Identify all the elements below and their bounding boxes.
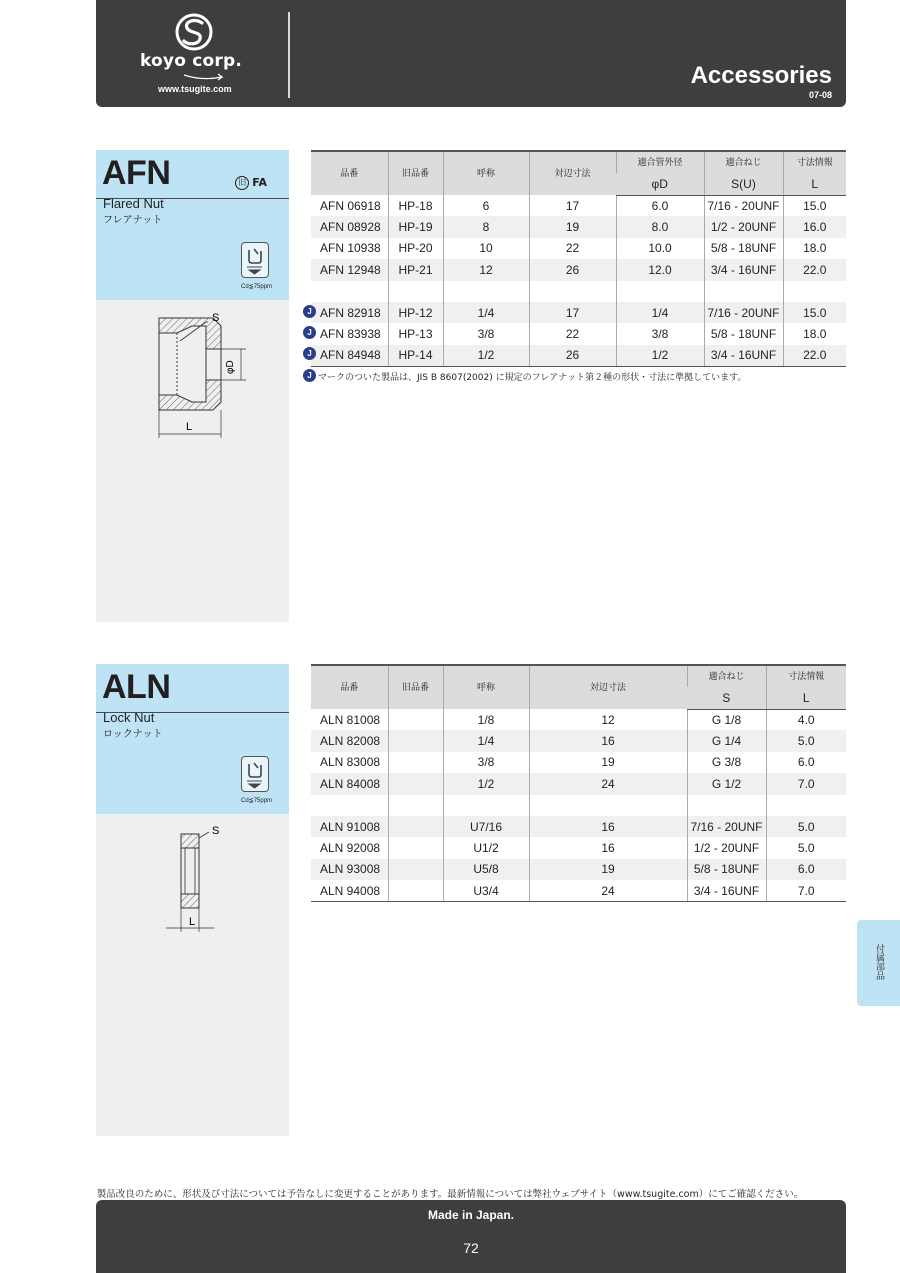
- table-cell: 1/2: [443, 345, 529, 366]
- table-cell: 10.0: [616, 238, 704, 259]
- made-in-japan: Made in Japan.: [427, 1208, 515, 1222]
- jis-mark-icon: J: [303, 305, 316, 318]
- table-cell: 1/2 - 20UNF: [704, 216, 783, 237]
- header-divider: [288, 12, 290, 98]
- table-row: [311, 238, 846, 259]
- old-mark-icon: 旧: [235, 176, 249, 190]
- table-cell: G 1/2: [687, 773, 766, 794]
- table-cell: 7/16 - 20UNF: [704, 302, 783, 323]
- dim-d-label: φD: [225, 360, 236, 374]
- table-cell: [529, 795, 687, 816]
- table-cell: [388, 709, 443, 730]
- table-cell: ALN 92008: [320, 841, 381, 856]
- table-cell: 18.0: [783, 238, 846, 259]
- table-cell: 1/4: [443, 730, 529, 751]
- table-cell: AFN 82918: [311, 302, 388, 323]
- dim-l-label: L: [186, 421, 193, 433]
- afn-col-thread: 適合ねじ: [704, 151, 783, 173]
- table-cell: 17: [529, 302, 616, 323]
- table-cell: G 1/8: [687, 709, 766, 730]
- table-cell: 6: [443, 195, 529, 216]
- table-cell: ALN 83008: [320, 755, 381, 770]
- page-number: 72: [463, 1240, 479, 1256]
- table-cell: [388, 281, 443, 302]
- table-row: [311, 752, 846, 773]
- table-cell: 24: [529, 880, 687, 901]
- table-cell: AFN 12948: [311, 259, 388, 280]
- table-cell: 10: [443, 238, 529, 259]
- table-cell: [704, 281, 783, 302]
- table-cell: 16.0: [783, 216, 846, 237]
- table-cell: 26: [529, 259, 616, 280]
- table-cell: 17: [529, 195, 616, 216]
- jis-mark-icon: J: [303, 369, 316, 382]
- afn-old-code: [235, 176, 267, 190]
- afn-col-part-no: 品番: [311, 151, 388, 195]
- table-row: [311, 880, 846, 901]
- table-cell: 22.0: [783, 345, 846, 366]
- table-cell: 7/16 - 20UNF: [687, 816, 766, 837]
- table-row: [311, 281, 846, 302]
- aln-spec-table: [311, 664, 846, 902]
- table-cell: HP-14: [388, 345, 443, 366]
- table-cell: [388, 752, 443, 773]
- cadmium-free-icon: [241, 756, 269, 792]
- afn-subcol-l: L: [783, 173, 846, 195]
- table-cell: 19: [529, 752, 687, 773]
- table-cell: [616, 281, 704, 302]
- table-cell: G 1/4: [687, 730, 766, 751]
- table-row: [311, 709, 846, 730]
- table-cell: HP-13: [388, 323, 443, 344]
- table-cell: 1/8: [443, 709, 529, 730]
- aln-col-nominal: 呼称: [443, 665, 529, 709]
- disclaimer-text: 製品改良のために、形状及び寸法については予告なしに変更することがあります。最新情報については弊社ウェブサイト（www.tsugite.com）にてご確認ください。: [96, 1189, 804, 1200]
- table-cell: 5.0: [766, 816, 846, 837]
- table-cell: ALN 82008: [311, 730, 388, 751]
- table-cell: [388, 859, 443, 880]
- table-cell: [311, 281, 388, 302]
- table-cell: U1/2: [443, 837, 529, 858]
- table-cell: G 3/8: [687, 752, 766, 773]
- afn-old-code-text: FA: [252, 176, 267, 189]
- table-cell: 16: [529, 816, 687, 837]
- afn-name-jp: フレアナット: [103, 215, 163, 226]
- table-cell: ALN 94008: [311, 880, 388, 901]
- table-cell: 1/4: [443, 302, 529, 323]
- aln-col-thread: 適合ねじ: [687, 665, 766, 687]
- table-cell: 3/4 - 16UNF: [687, 880, 766, 901]
- afn-spec-table: [311, 150, 846, 367]
- table-cell: AFN 83938: [320, 327, 381, 342]
- table-cell: 6.0: [766, 752, 846, 773]
- page-header: [96, 0, 846, 107]
- dim-l-label: L: [189, 916, 196, 928]
- table-cell: 26: [529, 345, 616, 366]
- table-cell: 15.0: [783, 302, 846, 323]
- table-cell: 1/4: [616, 302, 704, 323]
- afn-dimension-drawing: [96, 310, 289, 610]
- section-side-tab[interactable]: [857, 920, 900, 1006]
- table-cell: 1/2: [443, 773, 529, 794]
- table-cell: AFN 06918: [320, 198, 381, 213]
- cadmium-free-icon: [241, 242, 269, 278]
- cadmium-spec: Cd≦75ppm: [241, 284, 273, 290]
- company-name: koyo corp.: [140, 51, 242, 71]
- table-cell: 15.0: [783, 195, 846, 216]
- afn-col-tube-od: 適合管外径: [616, 151, 704, 173]
- table-row: [311, 345, 846, 366]
- aln-subcol-s: S: [687, 687, 766, 709]
- table-cell: [311, 795, 388, 816]
- table-row: [311, 302, 846, 323]
- table-cell: 12: [529, 709, 687, 730]
- table-cell: 3/8: [616, 323, 704, 344]
- dim-s-label: S: [212, 825, 220, 837]
- table-row: [311, 730, 846, 751]
- table-cell: [388, 730, 443, 751]
- table-cell: ALN 81008: [320, 712, 381, 727]
- table-cell: 12.0: [616, 259, 704, 280]
- table-cell: 6.0: [766, 859, 846, 880]
- side-tab-label: 付属部品: [874, 944, 884, 980]
- afn-subcol-d: φD: [616, 173, 704, 195]
- table-row: [311, 216, 846, 237]
- table-cell: 8: [443, 216, 529, 237]
- table-cell: 16: [529, 837, 687, 858]
- afn-col-width-across-flats: 対辺寸法: [529, 151, 616, 195]
- table-cell: 5.0: [766, 730, 846, 751]
- table-cell: U3/4: [443, 880, 529, 901]
- table-cell: [443, 795, 529, 816]
- table-cell: 7/16 - 20UNF: [704, 195, 783, 216]
- aln-col-dimension: 寸法情報: [766, 665, 846, 687]
- dim-s-label: S: [212, 312, 220, 324]
- jis-mark-icon: J: [303, 326, 316, 339]
- table-cell: 24: [529, 773, 687, 794]
- table-cell: 3/8: [443, 752, 529, 773]
- aln-product-panel: [96, 664, 289, 1136]
- table-cell: HP-21: [388, 259, 443, 280]
- aln-model-name: ALN: [102, 668, 171, 706]
- table-cell: 3/4 - 16UNF: [704, 345, 783, 366]
- table-cell: ALN 93008: [311, 859, 388, 880]
- table-cell: 1/2 - 20UNF: [687, 837, 766, 858]
- table-cell: HP-12: [388, 302, 443, 323]
- table-cell: [783, 281, 846, 302]
- logo-arrow-icon: [182, 73, 226, 81]
- afn-title-block: [96, 150, 289, 300]
- table-cell: 8.0: [616, 216, 704, 237]
- aln-col-width-across-flats: 対辺寸法: [529, 665, 687, 709]
- table-cell: 19: [529, 216, 616, 237]
- table-cell: 19: [529, 859, 687, 880]
- table-cell: HP-19: [388, 216, 443, 237]
- table-cell: [388, 816, 443, 837]
- koyo-logo-icon: [172, 12, 216, 52]
- aln-dimension-drawing: [96, 824, 289, 1124]
- table-cell: 6.0: [616, 195, 704, 216]
- table-cell: 22.0: [783, 259, 846, 280]
- aln-title-block: [96, 664, 289, 814]
- table-row: [311, 859, 846, 880]
- table-row: [311, 195, 846, 216]
- table-cell: 3/4 - 16UNF: [704, 259, 783, 280]
- table-cell: [687, 795, 766, 816]
- table-row: [311, 816, 846, 837]
- afn-model-name: AFN: [102, 154, 171, 192]
- table-cell: [388, 773, 443, 794]
- cadmium-spec: Cd≦75ppm: [241, 798, 273, 804]
- table-cell: ALN 91008: [311, 816, 388, 837]
- table-cell: 7.0: [766, 773, 846, 794]
- aln-name-jp: ロックナット: [103, 729, 163, 740]
- table-cell: HP-18: [388, 195, 443, 216]
- table-cell: [443, 281, 529, 302]
- table-cell: 1/2: [616, 345, 704, 366]
- table-row: [311, 795, 846, 816]
- table-cell: 5.0: [766, 837, 846, 858]
- table-cell: ALN 84008: [311, 773, 388, 794]
- table-row: [311, 837, 846, 858]
- table-cell: 4.0: [766, 709, 846, 730]
- table-row: [311, 323, 846, 344]
- aln-col-part-no: 品番: [311, 665, 388, 709]
- table-cell: [388, 837, 443, 858]
- table-cell: AFN 10938: [320, 241, 381, 256]
- afn-col-nominal: 呼称: [443, 151, 529, 195]
- table-cell: U5/8: [443, 859, 529, 880]
- table-cell: 22: [529, 323, 616, 344]
- table-row: [311, 259, 846, 280]
- table-cell: HP-20: [388, 238, 443, 259]
- table-cell: [529, 281, 616, 302]
- aln-col-old-part-no: 旧品番: [388, 665, 443, 709]
- table-cell: AFN 84948: [311, 345, 388, 366]
- table-cell: 3/8: [443, 323, 529, 344]
- section-page-range: 07-08: [808, 90, 832, 100]
- aln-subcol-l: L: [766, 687, 846, 709]
- jis-mark-icon: J: [303, 347, 316, 360]
- table-cell: [388, 880, 443, 901]
- company-url[interactable]: www.tsugite.com: [158, 84, 232, 94]
- table-cell: [388, 795, 443, 816]
- section-title: Accessories: [690, 62, 832, 89]
- table-cell: [766, 795, 846, 816]
- table-cell: U7/16: [443, 816, 529, 837]
- table-cell: 22: [529, 238, 616, 259]
- table-cell: 5/8 - 18UNF: [704, 323, 783, 344]
- table-cell: 5/8 - 18UNF: [704, 238, 783, 259]
- afn-name-en: Flared Nut: [103, 196, 164, 211]
- table-cell: 18.0: [783, 323, 846, 344]
- afn-col-dimension: 寸法情報: [783, 151, 846, 173]
- table-cell: 16: [529, 730, 687, 751]
- table-cell: 12: [443, 259, 529, 280]
- table-cell: 7.0: [766, 880, 846, 901]
- afn-subcol-s: S(U): [704, 173, 783, 195]
- aln-name-en: Lock Nut: [103, 710, 155, 725]
- afn-product-panel: [96, 150, 289, 622]
- table-cell: AFN 08928: [311, 216, 388, 237]
- page-footer: [96, 1200, 846, 1273]
- afn-jis-note: マークのついた製品は、JIS B 8607(2002) に規定のフレアナット第２種の形状・寸法に準拠しています。: [318, 373, 747, 383]
- table-cell: 5/8 - 18UNF: [687, 859, 766, 880]
- afn-col-old-part-no: 旧品番: [388, 151, 443, 195]
- table-row: [311, 773, 846, 794]
